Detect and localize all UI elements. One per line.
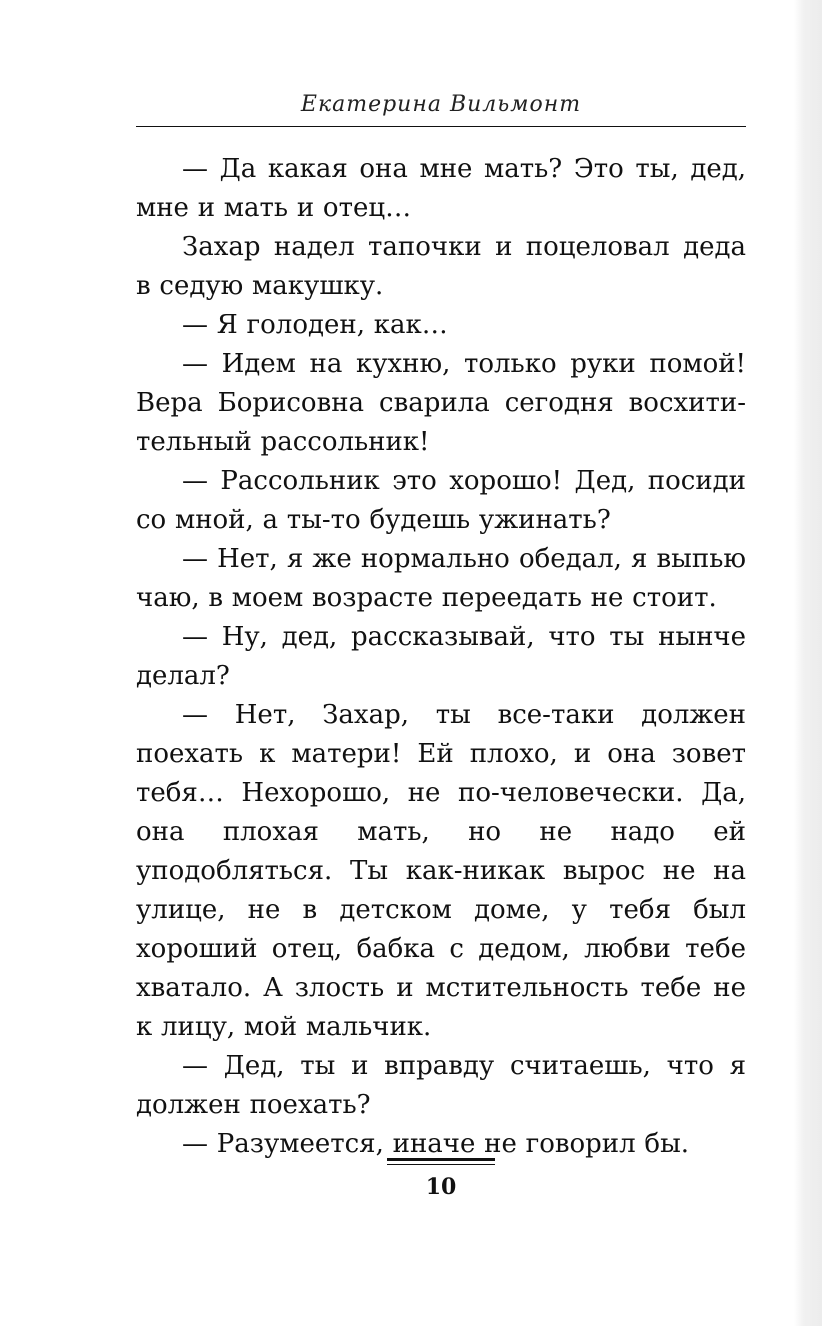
paragraph: — Ну, дед, рассказывай, что ты нынче делал? xyxy=(136,622,746,691)
paragraph: — Да какая она мне мать? Это ты, дед, мне и мать и отец… xyxy=(136,154,746,223)
paragraph: — Дед, ты и вправду считаешь, что я должен поехать? xyxy=(136,1051,746,1120)
page-number: 10 xyxy=(425,1174,457,1200)
body-text xyxy=(136,150,746,1164)
folio-rule xyxy=(387,1158,495,1165)
paragraph: — Рассольник это хорошо! Дед, посиди со мной, а ты-то будешь ужинать? xyxy=(136,466,746,535)
running-head-author: Екатерина Вильмонт xyxy=(300,92,582,117)
paragraph: — Разумеется, иначе не говорил бы. xyxy=(182,1129,690,1159)
page-edge-shadow xyxy=(794,0,822,1326)
paragraph: — Нет, Захар, ты все-таки должен поехать к матери! Ей плохо, и она зовет тебя… Нехорошо, не по-человечески. Да, она плохая мать, но не надо ей уподобляться. Ты как-никак вырос не на улице, не в детском доме, у тебя был хороший отец, бабка с дедом, любви тебе хватало. А злость и мстительность тебе не к лицу, мой мальчик. xyxy=(136,700,746,1042)
paragraph: — Нет, я же нормально обедал, я выпью чаю, в моем возрасте переедать не стоит. xyxy=(136,544,746,613)
paragraph: — Идем на кухню, только руки помой! Вера Борисовна сварила сегодня восхити-тельный рассольник! xyxy=(136,349,746,457)
paragraph: — Я голоден, как… xyxy=(182,310,448,340)
header-rule xyxy=(136,126,746,127)
paragraph: Захар надел тапочки и поцеловал деда в седую макушку. xyxy=(136,232,746,301)
book-page xyxy=(136,0,746,1326)
